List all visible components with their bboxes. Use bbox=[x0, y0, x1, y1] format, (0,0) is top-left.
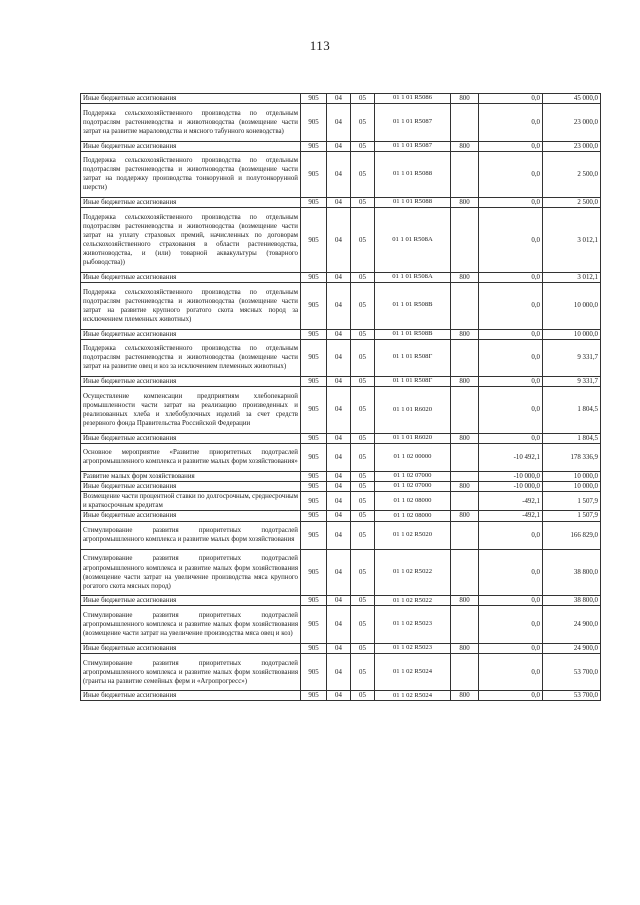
row-name: Иные бюджетные ассигнования bbox=[81, 272, 301, 282]
row-target-article: 01 1 01 R508B bbox=[375, 329, 451, 339]
row-section-code: 04 bbox=[327, 198, 351, 208]
row-name: Стимулирование развития приоритетных подотраслей агропромышленного комплекса и развитие малых форм хозяйствования (возмещение части затрат на увеличение производства мяса крупного рогатого скота мясных пород) bbox=[81, 549, 301, 596]
row-amount-change: 0,0 bbox=[479, 94, 543, 104]
row-subsection-code: 05 bbox=[351, 691, 375, 701]
row-name: Основное мероприятие «Развитие приоритетных подотраслей агропромышленного комплекса и развитие малых форм хозяйствования» bbox=[81, 443, 301, 471]
row-amount-change: 0,0 bbox=[479, 104, 543, 141]
row-name: Поддержка сельскохозяйственного производства по отдельным подотраслям растениеводства и животноводства (возмещение части затрат на уплату страховых премий, начисленных по договорам сельскохозяйственного страхования в области растениеводства, животноводства, и (или) товарной аквакультуры (товарного рыбоводства)) bbox=[81, 208, 301, 273]
row-expense-type: 800 bbox=[451, 643, 479, 653]
row-ministry-code: 905 bbox=[301, 643, 327, 653]
row-amount-total: 1 507,9 bbox=[543, 492, 601, 511]
row-subsection-code: 05 bbox=[351, 272, 375, 282]
row-subsection-code: 05 bbox=[351, 198, 375, 208]
row-name: Возмещение части процентной ставки по долгосрочным, среднесрочным и краткосрочным кредитам bbox=[81, 492, 301, 511]
row-section-code: 04 bbox=[327, 94, 351, 104]
row-target-article: 01 1 01 R5088 bbox=[375, 198, 451, 208]
row-expense-type: 800 bbox=[451, 691, 479, 701]
row-subsection-code: 05 bbox=[351, 151, 375, 198]
row-ministry-code: 905 bbox=[301, 94, 327, 104]
row-expense-type: 800 bbox=[451, 329, 479, 339]
row-ministry-code: 905 bbox=[301, 377, 327, 387]
row-subsection-code: 05 bbox=[351, 329, 375, 339]
row-amount-change: 0,0 bbox=[479, 377, 543, 387]
row-name: Иные бюджетные ассигнования bbox=[81, 511, 301, 521]
row-amount-total: 10 000,0 bbox=[543, 472, 601, 482]
table-row bbox=[81, 387, 601, 434]
table-row bbox=[81, 482, 601, 492]
row-ministry-code: 905 bbox=[301, 141, 327, 151]
table-row bbox=[81, 443, 601, 471]
row-amount-change: 0,0 bbox=[479, 283, 543, 330]
row-subsection-code: 05 bbox=[351, 283, 375, 330]
row-ministry-code: 905 bbox=[301, 283, 327, 330]
row-ministry-code: 905 bbox=[301, 482, 327, 492]
row-subsection-code: 05 bbox=[351, 94, 375, 104]
row-target-article: 01 1 02 07000 bbox=[375, 472, 451, 482]
row-section-code: 04 bbox=[327, 691, 351, 701]
row-name: Поддержка сельскохозяйственного производства по отдельным подотраслям растениеводства и животноводства (возмещение части затрат на поддержку производства тонкорунной и полутонкорунной шерсти) bbox=[81, 151, 301, 198]
row-name: Иные бюджетные ассигнования bbox=[81, 433, 301, 443]
table-row bbox=[81, 521, 601, 549]
row-target-article: 01 1 02 R5024 bbox=[375, 691, 451, 701]
row-section-code: 04 bbox=[327, 339, 351, 376]
row-ministry-code: 905 bbox=[301, 549, 327, 596]
row-expense-type: 800 bbox=[451, 198, 479, 208]
row-ministry-code: 905 bbox=[301, 606, 327, 643]
table-row bbox=[81, 643, 601, 653]
row-ministry-code: 905 bbox=[301, 443, 327, 471]
row-target-article: 01 1 02 R5024 bbox=[375, 653, 451, 690]
row-subsection-code: 05 bbox=[351, 208, 375, 273]
row-ministry-code: 905 bbox=[301, 198, 327, 208]
row-section-code: 04 bbox=[327, 596, 351, 606]
row-amount-total: 45 000,0 bbox=[543, 94, 601, 104]
row-subsection-code: 05 bbox=[351, 511, 375, 521]
row-expense-type: 800 bbox=[451, 482, 479, 492]
table-row bbox=[81, 492, 601, 511]
row-ministry-code: 905 bbox=[301, 691, 327, 701]
row-name: Поддержка сельскохозяйственного производства по отдельным подотраслям растениеводства и животноводства (возмещение части затрат на развитие крупного рогатого скота мясных пород за исключением племенных животных) bbox=[81, 283, 301, 330]
table-row bbox=[81, 94, 601, 104]
table-row bbox=[81, 596, 601, 606]
row-amount-total: 38 800,0 bbox=[543, 549, 601, 596]
row-section-code: 04 bbox=[327, 492, 351, 511]
row-name: Иные бюджетные ассигнования bbox=[81, 691, 301, 701]
row-amount-change: 0,0 bbox=[479, 272, 543, 282]
row-name: Стимулирование развития приоритетных подотраслей агропромышленного комплекса и развитие малых форм хозяйствования (гранты на развитие семейных ферм и «Агропрогресс») bbox=[81, 653, 301, 690]
row-amount-total: 53 700,0 bbox=[543, 691, 601, 701]
row-target-article: 01 1 01 R5087 bbox=[375, 104, 451, 141]
row-target-article: 01 1 02 R5022 bbox=[375, 596, 451, 606]
row-amount-change: 0,0 bbox=[479, 433, 543, 443]
row-section-code: 04 bbox=[327, 511, 351, 521]
row-expense-type bbox=[451, 653, 479, 690]
row-amount-total: 3 012,1 bbox=[543, 272, 601, 282]
row-expense-type: 800 bbox=[451, 596, 479, 606]
row-target-article: 01 1 02 R5020 bbox=[375, 521, 451, 549]
row-section-code: 04 bbox=[327, 141, 351, 151]
table-row bbox=[81, 198, 601, 208]
row-subsection-code: 05 bbox=[351, 596, 375, 606]
row-expense-type bbox=[451, 339, 479, 376]
row-amount-total: 38 800,0 bbox=[543, 596, 601, 606]
row-ministry-code: 905 bbox=[301, 511, 327, 521]
row-amount-change: 0,0 bbox=[479, 521, 543, 549]
row-name: Стимулирование развития приоритетных подотраслей агропромышленного комплекса и развитие малых форм хозяйствования (возмещение части затрат на увеличение производства мяса овец и коз) bbox=[81, 606, 301, 643]
table-row bbox=[81, 104, 601, 141]
row-ministry-code: 905 bbox=[301, 596, 327, 606]
row-name: Поддержка сельскохозяйственного производства по отдельным подотраслям растениеводства и животноводства (возмещение части затрат на развитие овец и коз за исключением племенных животных) bbox=[81, 339, 301, 376]
row-section-code: 04 bbox=[327, 653, 351, 690]
row-subsection-code: 05 bbox=[351, 387, 375, 434]
row-name: Иные бюджетные ассигнования bbox=[81, 643, 301, 653]
row-amount-change: -492,1 bbox=[479, 492, 543, 511]
row-expense-type: 800 bbox=[451, 433, 479, 443]
row-name: Иные бюджетные ассигнования bbox=[81, 482, 301, 492]
row-subsection-code: 05 bbox=[351, 549, 375, 596]
row-section-code: 04 bbox=[327, 283, 351, 330]
row-amount-total: 1 804,5 bbox=[543, 387, 601, 434]
row-ministry-code: 905 bbox=[301, 329, 327, 339]
row-subsection-code: 05 bbox=[351, 443, 375, 471]
row-name: Иные бюджетные ассигнования bbox=[81, 377, 301, 387]
table-row bbox=[81, 511, 601, 521]
row-target-article: 01 1 01 R6020 bbox=[375, 433, 451, 443]
row-target-article: 01 1 01 R5088 bbox=[375, 151, 451, 198]
row-expense-type bbox=[451, 151, 479, 198]
row-target-article: 01 1 01 R508A bbox=[375, 272, 451, 282]
row-section-code: 04 bbox=[327, 329, 351, 339]
row-amount-change: -10 000,0 bbox=[479, 472, 543, 482]
row-amount-total: 24 900,0 bbox=[543, 643, 601, 653]
row-amount-total: 23 000,0 bbox=[543, 141, 601, 151]
row-subsection-code: 05 bbox=[351, 377, 375, 387]
row-subsection-code: 05 bbox=[351, 521, 375, 549]
table-row bbox=[81, 433, 601, 443]
row-amount-change: 0,0 bbox=[479, 151, 543, 198]
row-expense-type bbox=[451, 472, 479, 482]
row-amount-total: 10 000,0 bbox=[543, 283, 601, 330]
row-ministry-code: 905 bbox=[301, 387, 327, 434]
row-section-code: 04 bbox=[327, 549, 351, 596]
row-target-article: 01 1 02 07000 bbox=[375, 482, 451, 492]
row-ministry-code: 905 bbox=[301, 472, 327, 482]
table-row bbox=[81, 339, 601, 376]
row-expense-type: 800 bbox=[451, 94, 479, 104]
row-amount-change: 0,0 bbox=[479, 643, 543, 653]
row-target-article: 01 1 01 R508Г bbox=[375, 339, 451, 376]
row-section-code: 04 bbox=[327, 521, 351, 549]
row-target-article: 01 1 01 R5086 bbox=[375, 94, 451, 104]
row-amount-total: 1 804,5 bbox=[543, 433, 601, 443]
row-amount-total: 9 331,7 bbox=[543, 339, 601, 376]
row-section-code: 04 bbox=[327, 104, 351, 141]
row-section-code: 04 bbox=[327, 272, 351, 282]
table-row bbox=[81, 272, 601, 282]
row-ministry-code: 905 bbox=[301, 104, 327, 141]
row-ministry-code: 905 bbox=[301, 433, 327, 443]
row-amount-change: -10 492,1 bbox=[479, 443, 543, 471]
row-expense-type bbox=[451, 208, 479, 273]
row-ministry-code: 905 bbox=[301, 521, 327, 549]
row-target-article: 01 1 02 08000 bbox=[375, 511, 451, 521]
row-expense-type bbox=[451, 521, 479, 549]
budget-table-body bbox=[81, 94, 601, 701]
row-amount-change: 0,0 bbox=[479, 387, 543, 434]
table-row bbox=[81, 151, 601, 198]
row-section-code: 04 bbox=[327, 443, 351, 471]
row-amount-change: 0,0 bbox=[479, 208, 543, 273]
row-expense-type: 800 bbox=[451, 511, 479, 521]
row-amount-change: 0,0 bbox=[479, 198, 543, 208]
row-section-code: 04 bbox=[327, 606, 351, 643]
row-subsection-code: 05 bbox=[351, 433, 375, 443]
row-subsection-code: 05 bbox=[351, 492, 375, 511]
row-amount-total: 166 829,0 bbox=[543, 521, 601, 549]
row-section-code: 04 bbox=[327, 387, 351, 434]
row-amount-total: 23 000,0 bbox=[543, 104, 601, 141]
row-expense-type: 800 bbox=[451, 141, 479, 151]
row-name: Осуществление компенсации предприятиям хлебопекарной промышленности части затрат на реализацию произведенных и реализованных хлеба и хлебобулочных изделий за счет средств резервного фонда Правительства Российской Федерации bbox=[81, 387, 301, 434]
row-expense-type bbox=[451, 606, 479, 643]
row-amount-change: 0,0 bbox=[479, 329, 543, 339]
row-name: Иные бюджетные ассигнования bbox=[81, 198, 301, 208]
row-target-article: 01 1 01 R508A bbox=[375, 208, 451, 273]
row-expense-type bbox=[451, 387, 479, 434]
row-subsection-code: 05 bbox=[351, 653, 375, 690]
budget-table bbox=[80, 93, 601, 701]
row-subsection-code: 05 bbox=[351, 104, 375, 141]
row-amount-total: 24 900,0 bbox=[543, 606, 601, 643]
row-subsection-code: 05 bbox=[351, 606, 375, 643]
table-row bbox=[81, 377, 601, 387]
row-name: Иные бюджетные ассигнования bbox=[81, 94, 301, 104]
row-expense-type bbox=[451, 104, 479, 141]
row-amount-change: 0,0 bbox=[479, 596, 543, 606]
row-target-article: 01 1 01 R508B bbox=[375, 283, 451, 330]
row-name: Развитие малых форм хозяйствования bbox=[81, 472, 301, 482]
table-row bbox=[81, 472, 601, 482]
row-target-article: 01 1 01 R5087 bbox=[375, 141, 451, 151]
row-amount-total: 178 336,9 bbox=[543, 443, 601, 471]
row-subsection-code: 05 bbox=[351, 643, 375, 653]
row-section-code: 04 bbox=[327, 433, 351, 443]
row-target-article: 01 1 02 08000 bbox=[375, 492, 451, 511]
row-expense-type bbox=[451, 283, 479, 330]
row-name: Поддержка сельскохозяйственного производства по отдельным подотраслям растениеводства и животноводства (возмещение части затрат на развитие мараловодства и мясного табунного коневодства) bbox=[81, 104, 301, 141]
row-target-article: 01 1 01 R6020 bbox=[375, 387, 451, 434]
row-amount-change: 0,0 bbox=[479, 691, 543, 701]
table-row bbox=[81, 208, 601, 273]
row-target-article: 01 1 02 R5022 bbox=[375, 549, 451, 596]
row-ministry-code: 905 bbox=[301, 272, 327, 282]
row-amount-total: 3 012,1 bbox=[543, 208, 601, 273]
table-row bbox=[81, 653, 601, 690]
row-section-code: 04 bbox=[327, 482, 351, 492]
row-amount-change: -10 000,0 bbox=[479, 482, 543, 492]
row-subsection-code: 05 bbox=[351, 482, 375, 492]
row-amount-change: -492,1 bbox=[479, 511, 543, 521]
row-amount-change: 0,0 bbox=[479, 141, 543, 151]
row-expense-type bbox=[451, 492, 479, 511]
row-expense-type: 800 bbox=[451, 272, 479, 282]
table-row bbox=[81, 283, 601, 330]
row-amount-total: 1 507,9 bbox=[543, 511, 601, 521]
row-amount-change: 0,0 bbox=[479, 549, 543, 596]
row-name: Иные бюджетные ассигнования bbox=[81, 141, 301, 151]
row-expense-type bbox=[451, 549, 479, 596]
row-target-article: 01 1 02 00000 bbox=[375, 443, 451, 471]
row-target-article: 01 1 02 R5023 bbox=[375, 606, 451, 643]
row-subsection-code: 05 bbox=[351, 339, 375, 376]
row-amount-total: 10 000,0 bbox=[543, 482, 601, 492]
row-ministry-code: 905 bbox=[301, 151, 327, 198]
row-amount-total: 2 500,0 bbox=[543, 198, 601, 208]
row-amount-change: 0,0 bbox=[479, 339, 543, 376]
row-amount-change: 0,0 bbox=[479, 653, 543, 690]
row-ministry-code: 905 bbox=[301, 653, 327, 690]
row-ministry-code: 905 bbox=[301, 492, 327, 511]
row-name: Иные бюджетные ассигнования bbox=[81, 596, 301, 606]
row-target-article: 01 1 01 R508Г bbox=[375, 377, 451, 387]
row-target-article: 01 1 02 R5023 bbox=[375, 643, 451, 653]
row-section-code: 04 bbox=[327, 472, 351, 482]
page-number: 113 bbox=[309, 38, 331, 53]
row-section-code: 04 bbox=[327, 377, 351, 387]
row-amount-total: 9 331,7 bbox=[543, 377, 601, 387]
row-expense-type bbox=[451, 443, 479, 471]
row-ministry-code: 905 bbox=[301, 339, 327, 376]
row-section-code: 04 bbox=[327, 151, 351, 198]
row-amount-change: 0,0 bbox=[479, 606, 543, 643]
row-section-code: 04 bbox=[327, 643, 351, 653]
row-section-code: 04 bbox=[327, 208, 351, 273]
row-name: Иные бюджетные ассигнования bbox=[81, 329, 301, 339]
row-subsection-code: 05 bbox=[351, 472, 375, 482]
table-row bbox=[81, 549, 601, 596]
row-subsection-code: 05 bbox=[351, 141, 375, 151]
table-row bbox=[81, 329, 601, 339]
row-name: Стимулирование развития приоритетных подотраслей агропромышленного комплекса и развитие малых форм хозяйствования bbox=[81, 521, 301, 549]
row-ministry-code: 905 bbox=[301, 208, 327, 273]
table-row bbox=[81, 606, 601, 643]
row-amount-total: 53 700,0 bbox=[543, 653, 601, 690]
table-row bbox=[81, 691, 601, 701]
table-row bbox=[81, 141, 601, 151]
row-amount-total: 10 000,0 bbox=[543, 329, 601, 339]
row-amount-total: 2 500,0 bbox=[543, 151, 601, 198]
row-expense-type: 800 bbox=[451, 377, 479, 387]
